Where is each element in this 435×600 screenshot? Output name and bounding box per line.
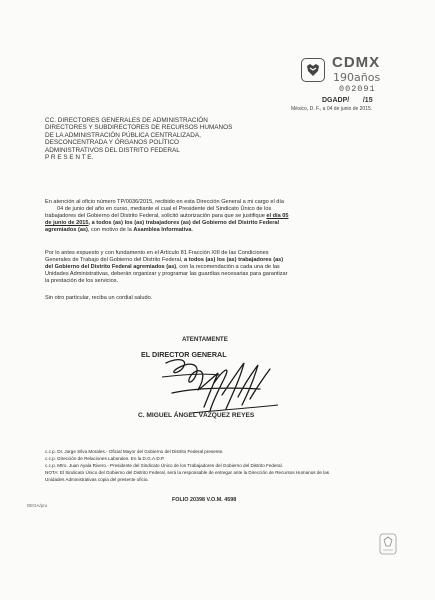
paragraph-2-line: Unidades Administrativas, deberán organizar y programar las guardias necesarias para garantizar xyxy=(45,271,288,277)
addressee-line: P R E S E N T E. xyxy=(45,154,94,162)
addressee-line: DESCONCENTRADA Y ÓRGANOS POLÍTICO xyxy=(45,139,179,147)
addressee-block xyxy=(45,117,232,161)
paragraph-1-line: de junio de 2015, a todos (as) los (as) trabajadores (as) del Gobierno del Distrito Federal xyxy=(45,220,280,226)
addressee-line: ADMINISTRATIVOS DEL DISTRITO FEDERAL xyxy=(45,146,180,154)
folio-line: FOLIO 20398 V.O.M. 4598 xyxy=(172,497,237,503)
director-name: C. MIGUEL ÁNGEL VÁZQUEZ REYES xyxy=(138,412,255,419)
paragraph-1-line: trabajadores del Gobierno del Distrito Federal, solicitó autorización para que se justifique el día 05 xyxy=(45,213,289,219)
folio-number: 002091 xyxy=(339,84,376,94)
addressee-line: DIRECTORES Y SUBDIRECTORES DE RECURSOS HUMANOS xyxy=(45,124,233,132)
note-line: Unidades Administrativas copia del presente oficio. xyxy=(45,477,149,482)
paragraph-1-line: 04 de junio del año en curso, mediante el cual el Presidente del Sindicato Único de los xyxy=(57,206,272,212)
director-title: EL DIRECTOR GENERAL xyxy=(141,350,227,359)
place-date: México, D. F., a 04 de junio de 2015. xyxy=(291,106,373,112)
stamp-mark-icon xyxy=(378,532,398,556)
ccp-line: c.c.p. Dirección de Relaciones Laborales. En la D.G.A.D.P. xyxy=(45,456,165,461)
brand-logo-text: CDMX xyxy=(332,54,381,71)
addressee-line: DE LA ADMINISTRACIÓN PÚBLICA CENTRALIZADA, xyxy=(45,131,201,139)
initials: DEGA/pru xyxy=(27,503,48,508)
paragraph-1-line: En atención al oficio número TP/0036/2015, recibido en esta Dirección General a mi cargo el día xyxy=(45,199,285,205)
atentamente-label: ATENTAMENTE xyxy=(182,336,228,343)
cdmx-emblem-icon xyxy=(301,58,325,82)
paragraph-2-line: la prestación de los servicios. xyxy=(45,278,119,284)
note-line: NOTA: El Sindicato Único del Gobierno del Distrito Federal, será la responsable de entregar ante la Dirección de Recursos Humanos de las xyxy=(45,470,330,475)
closing-line: Sin otro particular, reciba un cordial saludo. xyxy=(45,295,153,301)
paragraph-2-line: Generales de Trabajo del Gobierno del Distrito Federal, a todos (as) los (as) trabajadores (as) xyxy=(45,257,284,263)
paragraph-1-line: agremiados (as), con motivo de la Asamblea Informativa. xyxy=(45,227,194,233)
ccp-line: c.c.p. Dr. Jorge Silva Morales.- Oficial Mayor del Gobierno del Distrito Federal presente. xyxy=(45,449,224,454)
paragraph-2-line: Por lo antes expuesto y con fundamento en el Artículo 81 Fracción XIII de las Condiciones xyxy=(45,250,269,256)
anniversary-mark: 190años xyxy=(333,71,381,84)
addressee-line: CC. DIRECTORES GENERALES DE ADMINISTRACIÓN xyxy=(45,117,208,124)
paragraph-2-line: del Gobierno del Distrito Federal agremiados (as), con la recomendación a cada una de las xyxy=(45,264,280,270)
reference-code: DGADP/ /15 xyxy=(322,97,373,104)
ccp-line: c.c.p. Mtro. Juan Ayala Rivero.- Presidente del Sindicato Único de los Trabajadores del Gobierno del Distrito Federal. xyxy=(45,463,283,468)
